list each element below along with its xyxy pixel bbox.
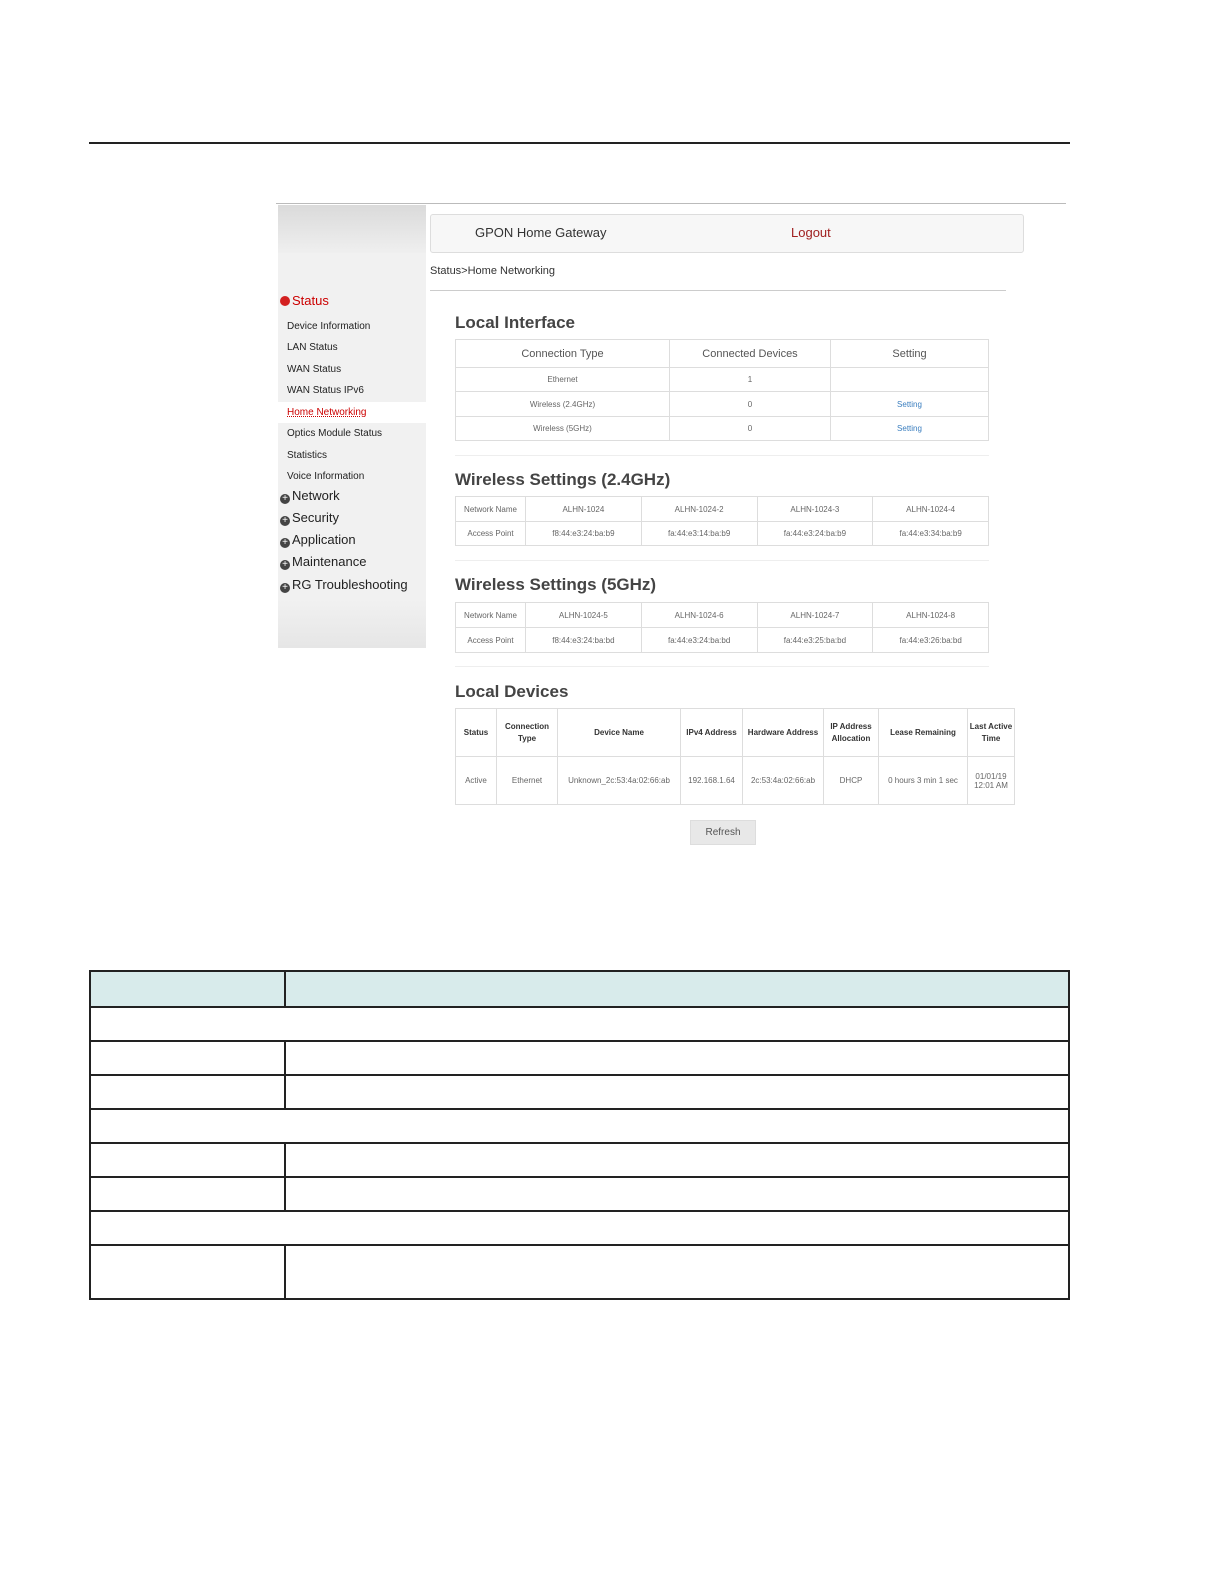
local-interface-title: Local Interface	[455, 313, 575, 332]
col-device-name: Device Name	[558, 709, 681, 757]
local-interface-table	[455, 339, 989, 441]
gateway-title: GPON Home Gateway	[475, 225, 607, 240]
cell	[90, 1041, 285, 1075]
col-connected-devices: Connected Devices	[670, 340, 831, 368]
wireless-24-title: Wireless Settings (2.4GHz)	[455, 470, 671, 489]
cell: DHCP	[824, 757, 879, 805]
col-last-active-time: Last Active Time	[968, 709, 1015, 757]
cell: fa:44:e3:24:ba:bd	[641, 628, 757, 653]
logout-link[interactable]: Logout	[791, 225, 831, 240]
expand-icon: +	[280, 560, 290, 570]
sidebar-item-optics-module-status[interactable]: Optics Module Status	[287, 428, 383, 439]
col-connection-type: Connection Type	[497, 709, 558, 757]
breadcrumb: Status>Home Networking	[430, 265, 556, 277]
cell: ALHN-1024-6	[641, 603, 757, 628]
breadcrumb-divider	[430, 290, 1006, 291]
cell	[285, 1245, 1069, 1299]
cell: 01/01/19 12:01 AM	[968, 757, 1015, 805]
cell: fa:44:e3:25:ba:bd	[757, 628, 873, 653]
cell: ALHN-1024-5	[526, 603, 642, 628]
cell	[285, 1075, 1069, 1109]
cell: ALHN-1024	[526, 497, 642, 522]
cell: Ethernet	[497, 757, 558, 805]
top-rule	[89, 142, 1070, 144]
col-lease-remaining: Lease Remaining	[879, 709, 968, 757]
table-row	[456, 417, 989, 441]
cell: 192.168.1.64	[681, 757, 743, 805]
cell: ALHN-1024-7	[757, 603, 873, 628]
cell: Active	[456, 757, 497, 805]
cell	[90, 1245, 285, 1299]
sidebar	[278, 205, 426, 648]
section-row	[90, 1007, 1069, 1041]
sidebar-item-statistics[interactable]: Statistics	[287, 450, 328, 461]
cell: 2c:53:4a:02:66:ab	[743, 757, 824, 805]
collapse-icon	[280, 296, 290, 306]
col-hardware-address: Hardware Address	[743, 709, 824, 757]
table-header-row	[90, 971, 1069, 1007]
header-cell	[285, 971, 1069, 1007]
cell: Wireless (5GHz)	[456, 417, 670, 441]
col-setting: Setting	[831, 340, 989, 368]
table-row	[456, 603, 989, 628]
table-row	[456, 628, 989, 653]
row-label: Access Point	[456, 522, 526, 546]
sidebar-menu-application[interactable]: + Application	[280, 532, 356, 548]
cell: Ethernet	[456, 368, 670, 392]
table-row	[456, 497, 989, 522]
table-row	[90, 1041, 1069, 1075]
cell: ALHN-1024-8	[873, 603, 989, 628]
sidebar-menu-maintenance[interactable]: + Maintenance	[280, 554, 366, 570]
sidebar-item-home-networking[interactable]: Home Networking	[278, 402, 426, 423]
wireless-24-table	[455, 496, 989, 546]
table-row	[90, 1143, 1069, 1177]
wireless-5-table	[455, 602, 989, 653]
section-divider	[455, 455, 989, 456]
table-row	[90, 1075, 1069, 1109]
expand-icon: +	[280, 583, 290, 593]
cell: Wireless (2.4GHz)	[456, 392, 670, 417]
cell: 0	[670, 417, 831, 441]
sidebar-item-voice-information[interactable]: Voice Information	[287, 471, 365, 482]
cell: ALHN-1024-3	[757, 497, 873, 522]
section-cell	[90, 1007, 1069, 1041]
row-label: Network Name	[456, 497, 526, 522]
section-divider	[455, 666, 989, 667]
header-bar	[430, 214, 1024, 253]
row-label: Access Point	[456, 628, 526, 653]
col-connection-type: Connection Type	[456, 340, 670, 368]
cell	[285, 1177, 1069, 1211]
col-status: Status	[456, 709, 497, 757]
cell	[90, 1177, 285, 1211]
cell: 1	[670, 368, 831, 392]
refresh-button[interactable]: Refresh	[690, 820, 756, 845]
cell: ALHN-1024-4	[873, 497, 989, 522]
cell	[831, 368, 989, 392]
sidebar-menu-security[interactable]: + Security	[280, 510, 339, 526]
expand-icon: +	[280, 516, 290, 526]
cell: fa:44:e3:14:ba:b9	[641, 522, 757, 546]
cell	[90, 1075, 285, 1109]
sidebar-menu-network[interactable]: + Network	[280, 488, 340, 504]
table-row	[456, 392, 989, 417]
cell: Unknown_2c:53:4a:02:66:ab	[558, 757, 681, 805]
sidebar-item-device-information[interactable]: Device Information	[287, 321, 371, 332]
wireless-5-title: Wireless Settings (5GHz)	[455, 575, 657, 594]
local-devices-title: Local Devices	[455, 682, 569, 701]
cell: f8:44:e3:24:ba:b9	[526, 522, 642, 546]
sidebar-item-lan-status[interactable]: LAN Status	[287, 342, 338, 353]
cell: fa:44:e3:24:ba:b9	[757, 522, 873, 546]
gateway-screenshot	[276, 203, 1066, 863]
sidebar-menu-rg-troubleshooting[interactable]: + RG Troubleshooting	[280, 577, 408, 593]
table-row	[456, 368, 989, 392]
cell: ALHN-1024-2	[641, 497, 757, 522]
sidebar-status[interactable]: Status	[280, 293, 329, 308]
table-row	[456, 522, 989, 546]
header-cell	[90, 971, 285, 1007]
cell	[285, 1041, 1069, 1075]
col-ipv4-address: IPv4 Address	[681, 709, 743, 757]
table-row	[90, 1245, 1069, 1299]
expand-icon: +	[280, 538, 290, 548]
section-cell	[90, 1109, 1069, 1143]
cell: 0	[670, 392, 831, 417]
table-row	[90, 1177, 1069, 1211]
cell: f8:44:e3:24:ba:bd	[526, 628, 642, 653]
local-devices-wrapper	[455, 708, 1013, 806]
setting-link[interactable]: Setting	[831, 417, 989, 441]
sidebar-item-wan-status-ipv6[interactable]: WAN Status IPv6	[287, 385, 364, 396]
row-label: Network Name	[456, 603, 526, 628]
table-row	[456, 757, 1015, 805]
setting-link[interactable]: Setting	[831, 392, 989, 417]
local-devices-table	[455, 708, 1015, 805]
section-divider	[455, 560, 989, 561]
description-table	[89, 970, 1070, 1300]
section-cell	[90, 1211, 1069, 1245]
col-ip-allocation: IP Address Allocation	[824, 709, 879, 757]
sidebar-item-wan-status[interactable]: WAN Status	[287, 364, 342, 375]
expand-icon: +	[280, 494, 290, 504]
cell: 0 hours 3 min 1 sec	[879, 757, 968, 805]
cell: fa:44:e3:34:ba:b9	[873, 522, 989, 546]
section-row	[90, 1211, 1069, 1245]
screenshot-top-line	[276, 203, 1066, 204]
cell: fa:44:e3:26:ba:bd	[873, 628, 989, 653]
cell	[285, 1143, 1069, 1177]
cell	[90, 1143, 285, 1177]
section-row	[90, 1109, 1069, 1143]
